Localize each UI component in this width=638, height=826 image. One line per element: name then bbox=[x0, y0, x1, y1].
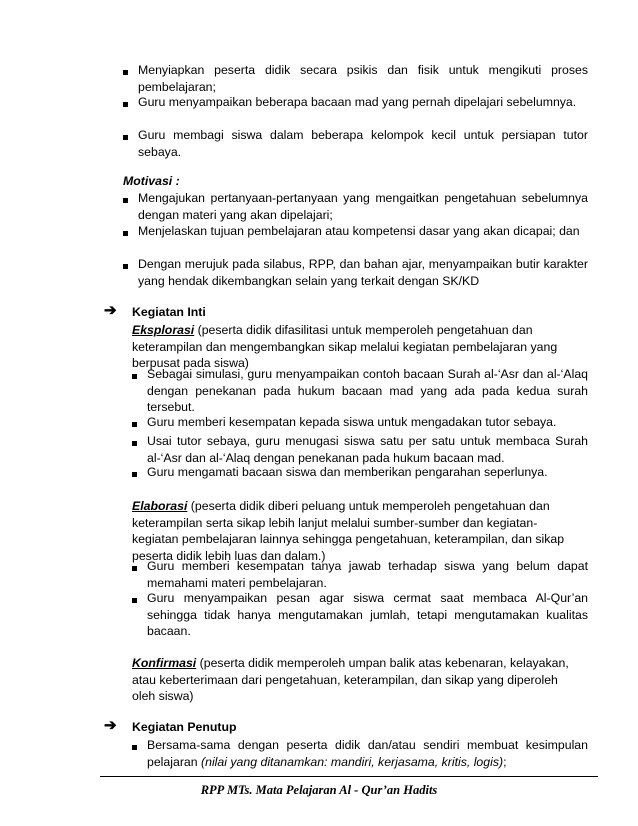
eksplorasi-item-2: Guru memberi kesempatan kepada siswa untuk mengadakan tutor sebaya. bbox=[147, 415, 557, 429]
arrow-right-icon: ➔ bbox=[104, 302, 117, 319]
konfirmasi-title: Konfirmasi bbox=[132, 656, 197, 670]
penutup-item-1 bbox=[147, 737, 588, 770]
elaborasi-item-2: Guru menyampaikan pesan agar siswa cermat saat membaca Al-Qur’an sehingga tidak hanya mengutamakan jumlah, tetapi mengutamakan kualitas bacaan. bbox=[147, 591, 588, 638]
motivasi-item-2: Menjelaskan tujuan pembelajaran atau kompetensi dasar yang akan dicapai; dan bbox=[138, 224, 580, 238]
bullet-square-icon bbox=[123, 198, 128, 203]
kegiatan-penutup-heading: Kegiatan Penutup bbox=[132, 720, 237, 734]
arrow-right-icon: ➔ bbox=[104, 717, 117, 734]
page-footer: RPP MTs. Mata Pelajaran Al - Qur’an Hadits bbox=[200, 783, 438, 797]
bullet-square-icon bbox=[132, 745, 137, 750]
bullet-square-icon bbox=[132, 422, 137, 427]
bullet-square-icon bbox=[123, 135, 128, 140]
eksplorasi-title: Eksplorasi bbox=[132, 323, 195, 337]
motivasi-heading: Motivasi : bbox=[123, 174, 180, 188]
elaborasi-item-1: Guru memberi kesempatan tanya jawab terhadap siswa yang belum dapat memahami materi pembelajaran. bbox=[147, 559, 588, 590]
opening-item-2: Guru menyampaikan beberapa bacaan mad yang pernah dipelajari sebelumnya. bbox=[138, 95, 577, 109]
bullet-square-icon bbox=[132, 598, 137, 603]
bullet-square-icon bbox=[132, 374, 137, 379]
bullet-square-icon bbox=[123, 102, 128, 107]
elaborasi-paragraph bbox=[132, 498, 572, 564]
eksplorasi-desc: (peserta didik difasilitasi untuk memperoleh pengetahuan dan keterampilan dan mengembangkan sikap melalui kegiatan pembelajaran yang berpusat pada siswa) bbox=[132, 323, 558, 370]
bullet-square-icon bbox=[132, 566, 137, 571]
eksplorasi-item-1: Sebagai simulasi, guru menyampaikan contoh bacaan Surah al-‘Asr dan al-‘Alaq dengan penekanan pada hukum bacaan mad yang ada pada kedua surah tersebut. bbox=[147, 367, 588, 414]
bullet-square-icon bbox=[123, 264, 128, 269]
konfirmasi-paragraph bbox=[132, 655, 580, 705]
elaborasi-desc: (peserta didik diberi peluang untuk memperoleh pengetahuan dan keterampilan serta sikap lebih lanjut melalui sumber-sumber dan kegiatan-kegiatan pembelajaran lainnya sehingga pengetahuan, keterampilan, dan sikap peserta didik lebih luas dan dalam.) bbox=[132, 499, 565, 563]
penutup-item-text: Bersama-sama dengan peserta didik dan/atau sendiri membuat kesimpulan pelajaran bbox=[147, 738, 588, 769]
bullet-square-icon bbox=[132, 472, 137, 477]
eksplorasi-paragraph bbox=[132, 322, 574, 372]
opening-item-1: Menyiapkan peserta didik secara psikis dan fisik untuk mengikuti proses pembelajaran; bbox=[138, 63, 588, 94]
motivasi-item-3: Dengan merujuk pada silabus, RPP, dan bahan ajar, menyampaikan butir karakter yang hendak dikembangkan selain yang terkait dengan SK/KD bbox=[138, 257, 588, 288]
bullet-square-icon bbox=[132, 441, 137, 446]
footer-rule bbox=[100, 776, 598, 777]
konfirmasi-desc: (peserta didik memperoleh umpan balik atas kebenaran, kelayakan, atau keberterimaan dari pengetahuan, keterampilan, dan sikap yang diperoleh oleh siswa) bbox=[132, 656, 569, 703]
bullet-square-icon bbox=[123, 70, 128, 75]
opening-item-3: Guru membagi siswa dalam beberapa kelompok kecil untuk persiapan tutor sebaya. bbox=[138, 128, 588, 159]
penutup-item-end: ; bbox=[503, 754, 507, 769]
eksplorasi-item-3: Usai tutor sebaya, guru menugasi siswa satu per satu untuk membaca Surah al-‘Asr dan al-‘Alaq dengan penekanan pada hukum bacaan mad. bbox=[147, 434, 588, 465]
bullet-square-icon bbox=[123, 231, 128, 236]
kegiatan-inti-heading: Kegiatan Inti bbox=[132, 305, 206, 319]
elaborasi-title: Elaborasi bbox=[132, 499, 188, 513]
eksplorasi-item-4: Guru mengamati bacaan siswa dan memberikan pengarahan seperlunya. bbox=[147, 465, 548, 479]
penutup-item-values: (nilai yang ditanamkan: mandiri, kerjasama, kritis, logis) bbox=[201, 754, 504, 769]
motivasi-item-1: Mengajukan pertanyaan-pertanyaan yang mengaitkan pengetahuan sebelumnya dengan materi yang akan dipelajari; bbox=[138, 191, 588, 222]
